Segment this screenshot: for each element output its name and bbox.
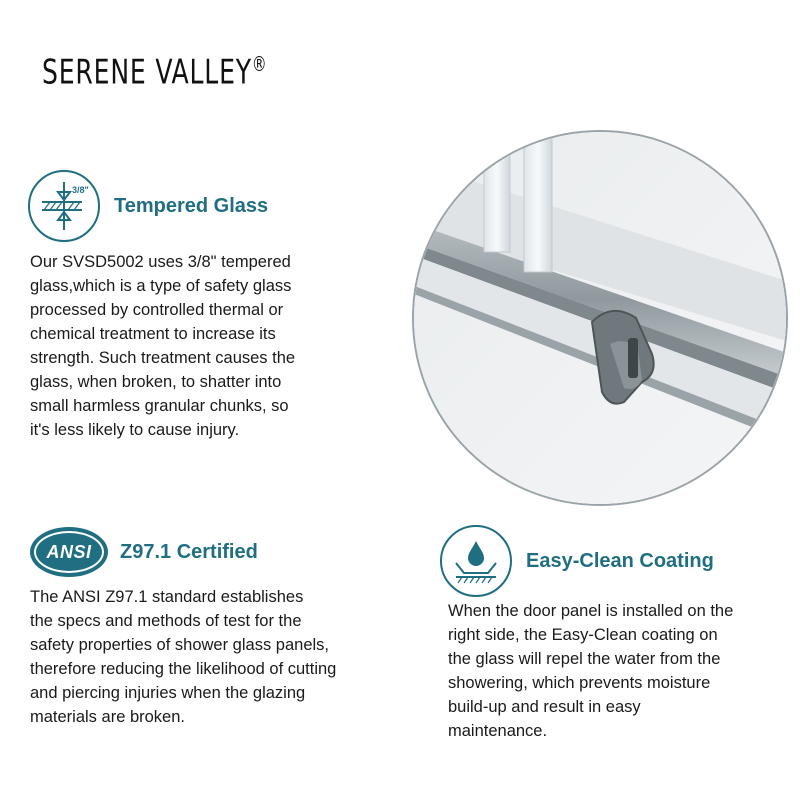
text-line: processed by controlled thermal or xyxy=(30,301,284,319)
ansi-logo-icon xyxy=(30,527,108,577)
ansi-title: Z97.1 Certified xyxy=(120,540,258,563)
water-drop-repel-icon xyxy=(440,525,512,597)
text-line: strength. Such treatment causes the xyxy=(30,349,296,367)
text-line: build-up and result in easy xyxy=(448,698,641,716)
tempered-glass-title: Tempered Glass xyxy=(114,194,269,217)
text-line: glass, when broken, to shatter into xyxy=(30,373,282,391)
ansi-logo-text: ANSI xyxy=(34,531,104,573)
text-line: the specs and methods of test for the xyxy=(30,612,302,630)
thickness-label: 3/8" xyxy=(72,185,89,195)
tempered-glass-header xyxy=(28,170,268,242)
ansi-description xyxy=(30,585,336,729)
easy-clean-title: Easy-Clean Coating xyxy=(526,549,714,572)
text-line: maintenance. xyxy=(448,722,548,740)
tempered-glass-thickness-icon xyxy=(28,170,100,242)
text-line: small harmless granular chunks, so xyxy=(30,397,289,415)
text-line: When the door panel is installed on the xyxy=(448,602,734,620)
text-line: Our SVSD5002 uses 3/8" tempered xyxy=(30,253,291,271)
text-line: the glass will repel the water from the xyxy=(448,650,721,668)
door-roller-detail-image xyxy=(412,130,788,506)
tempered-glass-description xyxy=(30,250,295,442)
brand-logo xyxy=(42,52,267,92)
brand-name: SERENE VALLEY xyxy=(42,52,252,93)
easy-clean-description xyxy=(448,599,733,743)
easy-clean-header xyxy=(440,525,714,597)
text-line: materials are broken. xyxy=(30,708,185,726)
registered-mark: ® xyxy=(251,52,268,76)
text-line: glass,which is a type of safety glass xyxy=(30,277,292,295)
text-line: The ANSI Z97.1 standard establishes xyxy=(30,588,304,606)
text-line: safety properties of shower glass panels, xyxy=(30,636,329,654)
text-line: right side, the Easy-Clean coating on xyxy=(448,626,718,644)
text-line: showering, which prevents moisture xyxy=(448,674,711,692)
text-line: therefore reducing the likelihood of cutting xyxy=(30,660,337,678)
text-line: it's less likely to cause injury. xyxy=(30,421,240,439)
ansi-header xyxy=(30,527,258,577)
text-line: and piercing injuries when the glazing xyxy=(30,684,306,702)
text-line: chemical treatment to increase its xyxy=(30,325,276,343)
